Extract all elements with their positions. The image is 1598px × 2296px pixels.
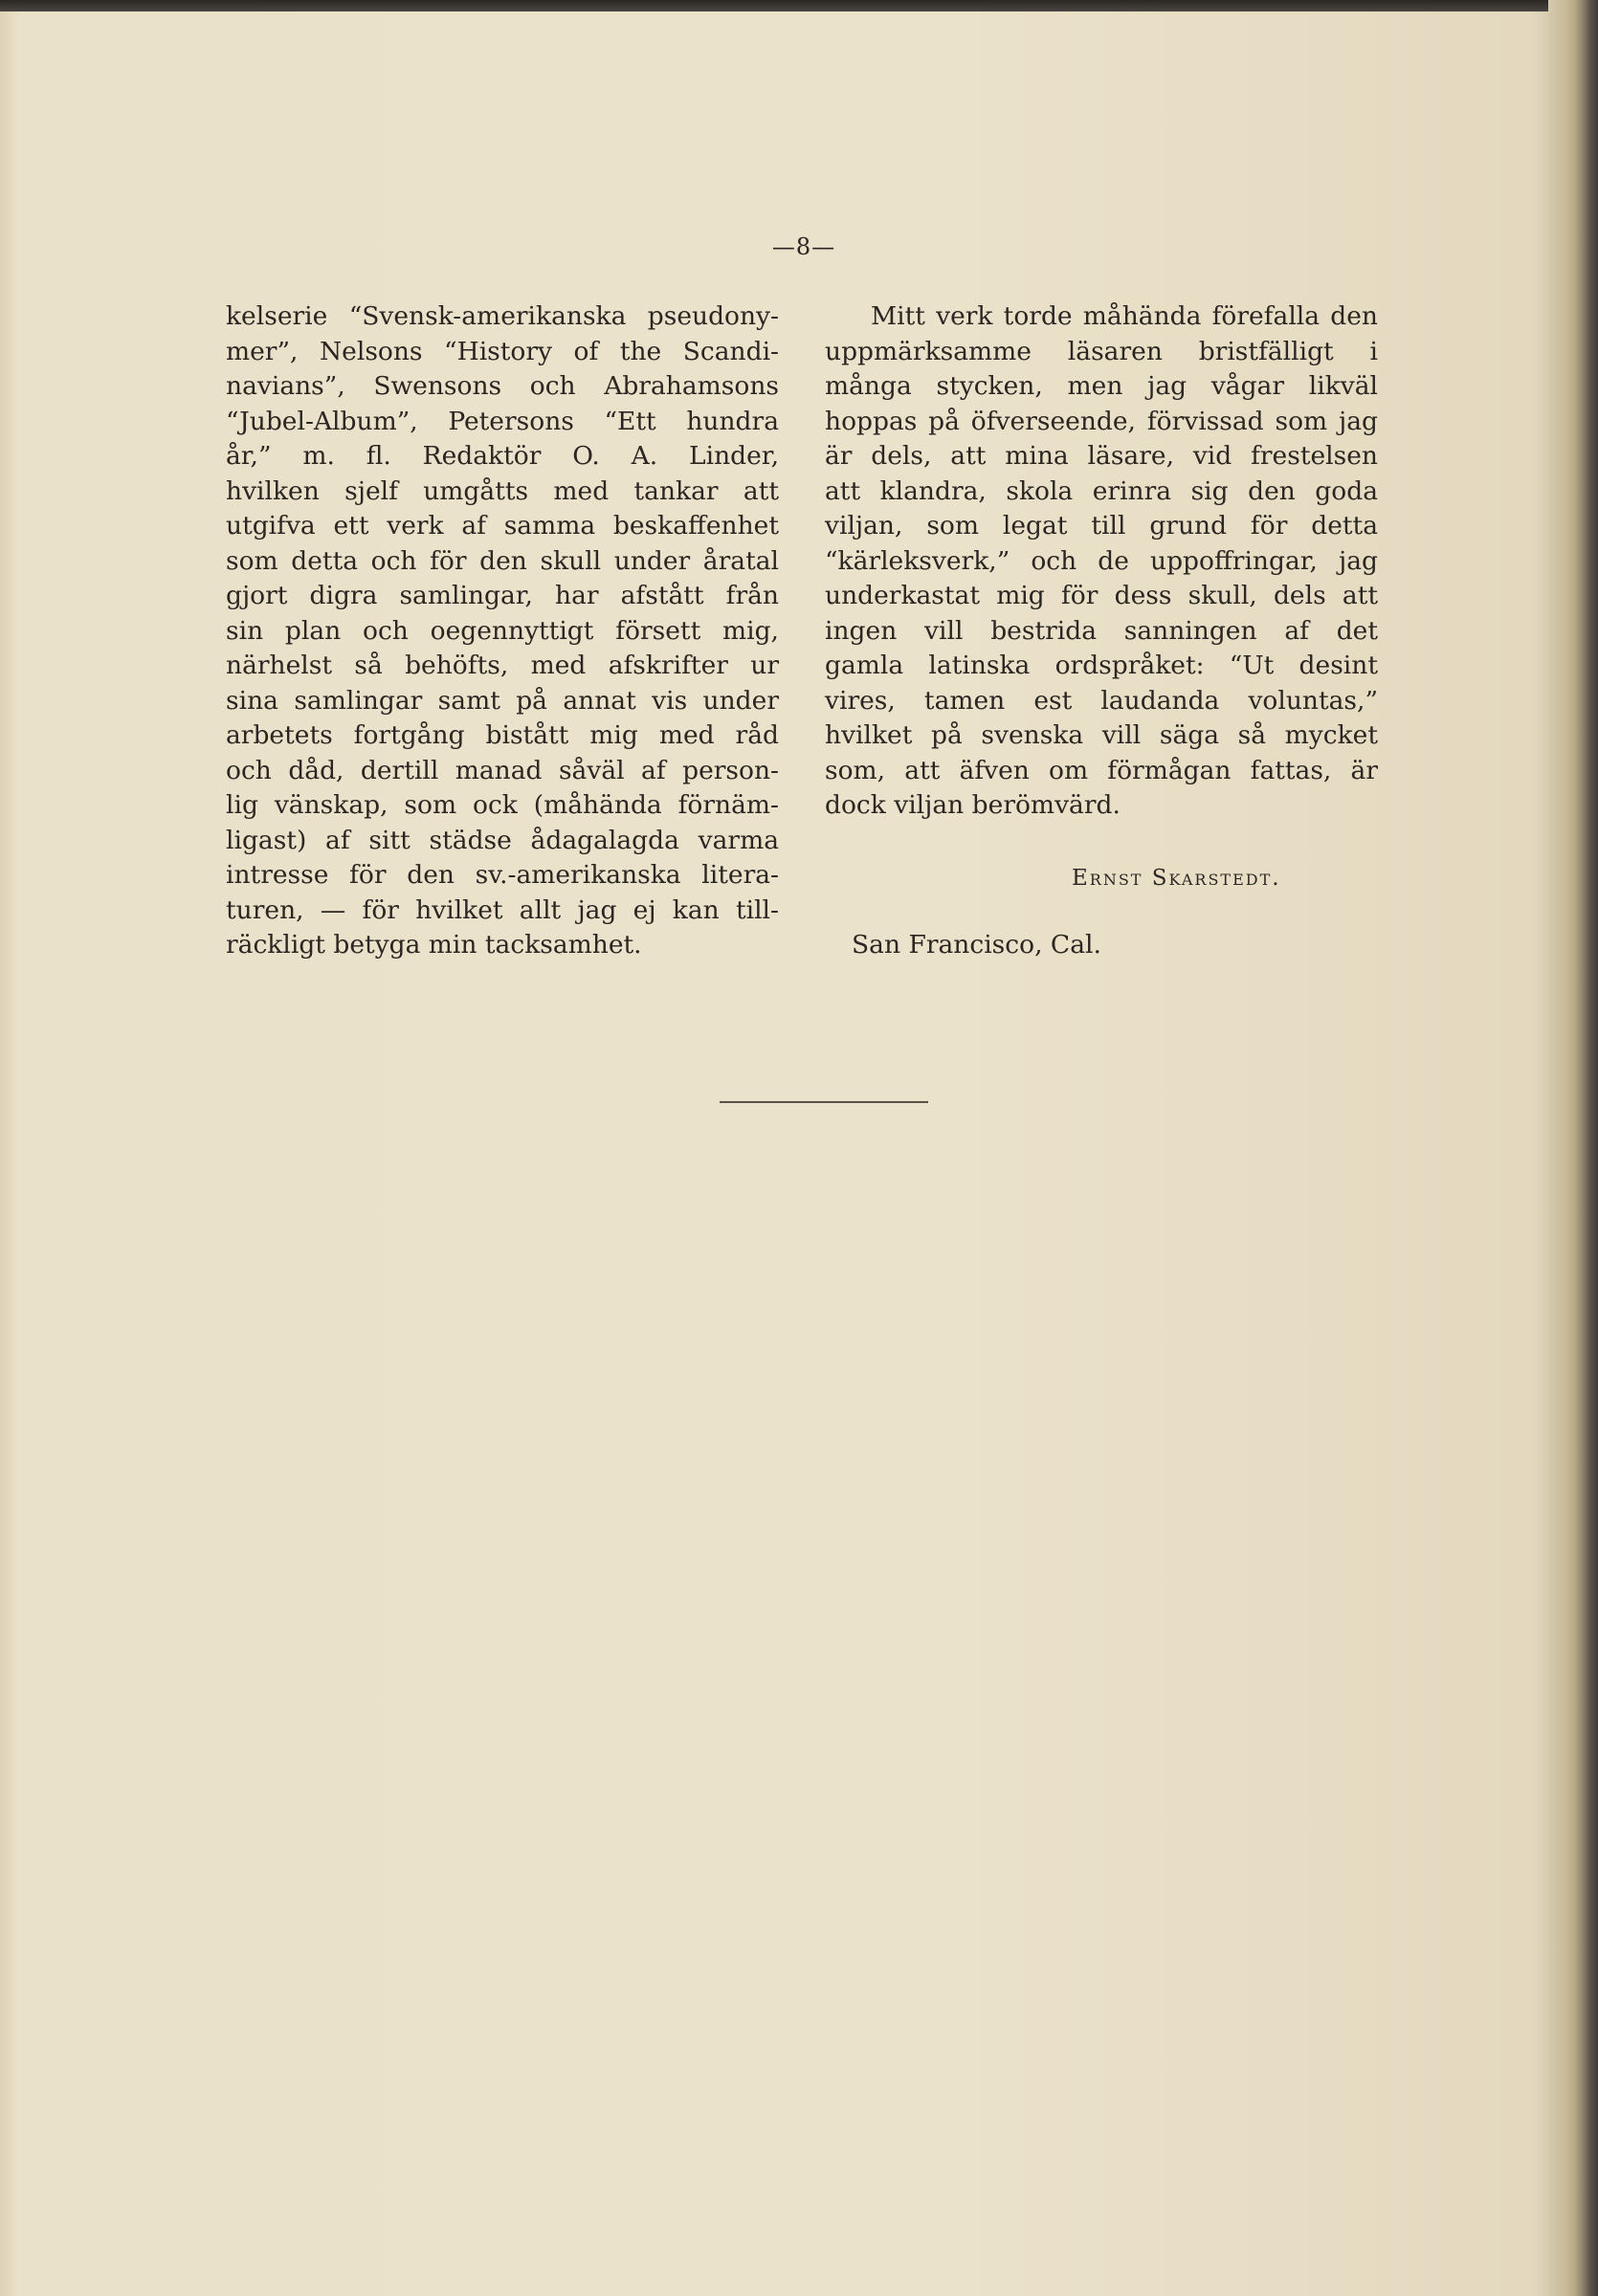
text-line: gjort digra samlingar, har afstått från (226, 581, 779, 610)
text-line: utgifva ett verk af samma beskaffenhet (226, 511, 779, 541)
text-line: sina samlingar samt på annat vis under (226, 685, 779, 716)
text-line: ligast) af sitt städse ådagalagda varma (226, 825, 779, 855)
text-line: är dels, att mina läsare, vid frestelsen (825, 441, 1378, 471)
text-line: hoppas på öfverseende, förvissad som jag (825, 406, 1378, 436)
left-paragraph (226, 299, 779, 963)
text-line: arbetets fortgång bistått mig med råd (226, 720, 779, 750)
text-line: många stycken, men jag vågar likväl (825, 371, 1378, 401)
text-line: att klandra, skola erinra sig den goda (825, 475, 1378, 506)
text-line: “Jubel-Album”, Petersons “Ett hundra (226, 406, 779, 436)
text-line: och dåd, dertill manad såväl af person- (226, 755, 779, 785)
text-line: viljan, som legat till grund för detta (825, 511, 1378, 541)
text-line: kelserie “Svensk-amerikanska pseudony- (226, 301, 779, 331)
text-line: sin plan och oegennyttigt försett mig, (226, 615, 779, 646)
left-column (226, 299, 779, 963)
text-line: navians”, Swensons och Abrahamsons (226, 371, 779, 401)
text-line: uppmärksamme läsaren bristfälligt i (825, 336, 1378, 366)
book-binding-edge (1548, 0, 1598, 2296)
right-paragraph (825, 299, 1378, 824)
section-divider-rule (720, 1101, 928, 1103)
text-line: lig vänskap, som ock (måhända förnäm- (226, 790, 779, 820)
place-line: San Francisco, Cal. (852, 930, 1101, 960)
text-line: Mitt verk torde måhända förefalla den (871, 301, 1378, 331)
text-line: “kärleksverk,” och de uppoffringar, jag (825, 545, 1378, 576)
page-number: —8— (771, 233, 836, 260)
author-signature: Ernst Skarstedt. (1072, 866, 1281, 891)
text-line: räckligt betyga min tacksamhet. (226, 930, 642, 960)
text-line: hvilken sjelf umgåtts med tankar att (226, 475, 779, 506)
text-line: hvilket på svenska vill säga så mycket (825, 720, 1378, 750)
text-line: intresse för den sv.-amerikanska litera- (226, 860, 779, 890)
text-line: turen, — för hvilket allt jag ej kan till- (226, 894, 779, 925)
text-line: som detta och för den skull under åratal (226, 545, 779, 576)
book-top-edge (0, 0, 1598, 11)
text-line: vires, tamen est laudanda voluntas,” (825, 685, 1378, 716)
text-line: närhelst så behöfts, med afskrifter ur (226, 651, 779, 680)
text-line: dock viljan berömvärd. (825, 790, 1121, 820)
right-column (825, 299, 1378, 824)
text-line: mer”, Nelsons “History of the Scandi- (226, 336, 779, 366)
text-line: underkastat mig för dess skull, dels att (825, 581, 1378, 610)
text-line: ingen vill bestrida sanningen af det (825, 615, 1378, 646)
text-line: gamla latinska ordspråket: “Ut desint (825, 651, 1378, 680)
text-line: som, att äfven om förmågan fattas, är (825, 755, 1378, 785)
text-line: år,” m. fl. Redaktör O. A. Linder, (226, 441, 779, 471)
